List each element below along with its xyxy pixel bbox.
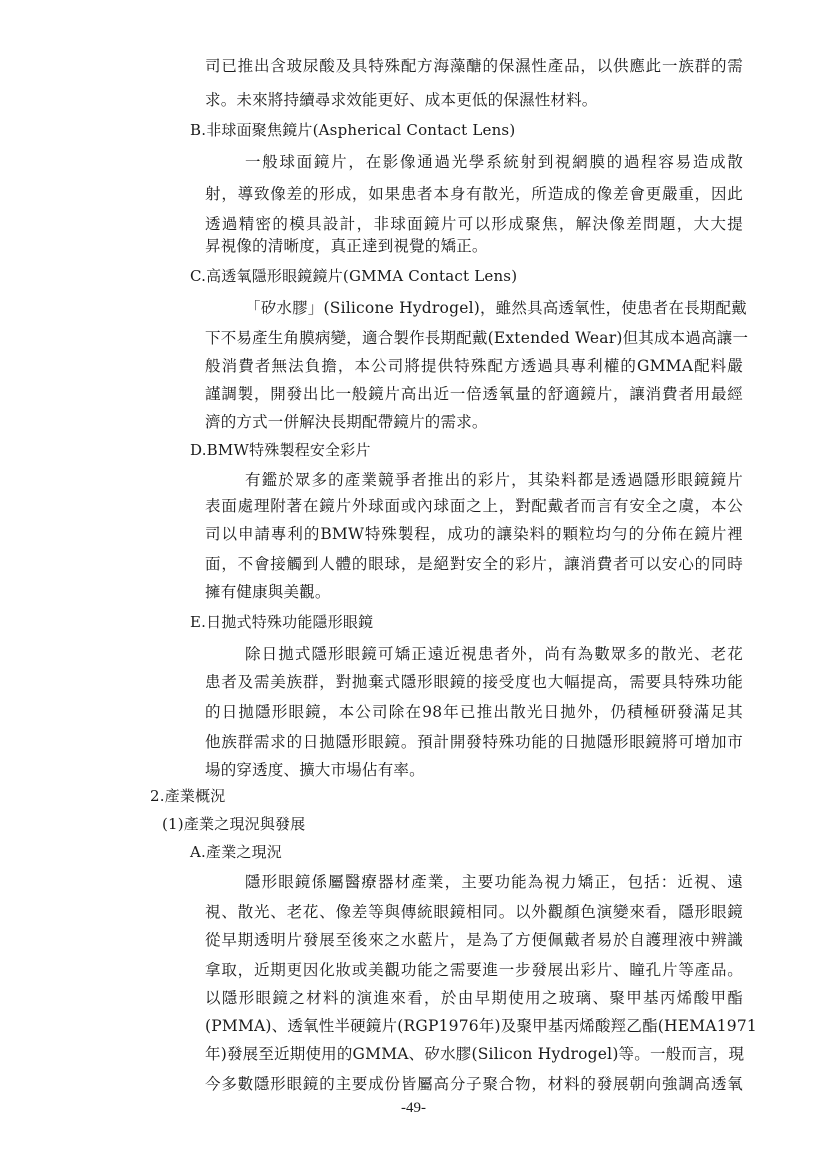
paragraph-line: 年)發展至近期使用的GMMA、矽水膠(Silicon Hydrogel)等。一般而言，現	[205, 1045, 745, 1063]
paragraph-line: 面，不會接觸到人體的眼球，是絕對安全的彩片，讓消費者可以安心的同時	[205, 555, 743, 573]
paragraph-line: 擁有健康與美觀。	[205, 583, 331, 601]
paragraph-line: 有鑑於眾多的產業競爭者推出的彩片，其染料都是透過隱形眼鏡鏡片	[245, 471, 743, 489]
paragraph-line: 般消費者無法負擔，本公司將提供特殊配方透過具專利權的GMMA配料嚴	[205, 357, 743, 375]
paragraph-line: (PMMA)、透氧性半硬鏡片(RGP1976年)及聚甲基丙烯酸羥乙酯(HEMA1971	[205, 1017, 757, 1035]
section-heading: C.高透氧隱形眼鏡鏡片(GMMA Contact Lens)	[190, 267, 518, 285]
paragraph-line: 除日拋式隱形眼鏡可矯正遠近視患者外，尚有為數眾多的散光、老花	[245, 645, 743, 663]
paragraph-line: 透過精密的模具設計，非球面鏡片可以形成聚焦，解決像差問題，大大提	[205, 215, 743, 233]
paragraph-line: 以隱形眼鏡之材料的演進來看，於由早期使用之玻璃、聚甲基丙烯酸甲酯	[205, 989, 743, 1007]
section-heading: 2.產業概況	[150, 787, 226, 805]
paragraph-line: 昇視像的清晰度，真正達到視覺的矯正。	[205, 237, 488, 255]
paragraph-line: 射，導致像差的形成，如果患者本身有散光，所造成的像差會更嚴重，因此	[205, 185, 743, 203]
section-heading: E.日拋式特殊功能隱形眼鏡	[190, 613, 374, 631]
paragraph-line: 司以申請專利的BMW特殊製程，成功的讓染料的顆粒均勻的分佈在鏡片裡	[205, 525, 743, 543]
section-heading: D.BMW特殊製程安全彩片	[190, 441, 371, 459]
paragraph-line: 他族群需求的日拋隱形眼鏡。預計開發特殊功能的日拋隱形眼鏡將可增加市	[205, 733, 743, 751]
subsection-heading: A.產業之現況	[190, 843, 283, 861]
paragraph-line: 濟的方式一併解決長期配帶鏡片的需求。	[205, 413, 488, 431]
paragraph-line: 視、散光、老花、像差等與傳統眼鏡相同。以外觀顏色演變來看，隱形眼鏡	[205, 903, 743, 921]
paragraph-line: 隱形眼鏡係屬醫療器材產業，主要功能為視力矯正，包括：近視、遠	[245, 873, 743, 891]
paragraph-line: 患者及需美族群，對拋棄式隱形眼鏡的接受度也大幅提高，需要具特殊功能	[205, 673, 743, 691]
paragraph-line: 司已推出含玻尿酸及具特殊配方海藻醣的保濕性產品，以供應此一族群的需	[205, 57, 743, 75]
paragraph-line: 的日拋隱形眼鏡，本公司除在98年已推出散光日拋外，仍積極研發滿足其	[205, 703, 743, 721]
paragraph-line: 下不易產生角膜病變，適合製作長期配戴(Extended Wear)但其成本過高讓一	[205, 329, 749, 347]
paragraph-line: 拿取，近期更因化妝或美觀功能之需要進一步發展出彩片、瞳孔片等產品。	[205, 961, 743, 979]
page-number: -49-	[401, 1100, 426, 1116]
paragraph-line: 「矽水膠」(Silicone Hydrogel)，雖然具高透氧性，使患者在長期配戴	[245, 299, 747, 317]
subsection-heading: (1)產業之現況與發展	[162, 815, 306, 833]
paragraph-line: 從早期透明片發展至後來之水藍片，是為了方便佩戴者易於自護理液中辨識	[205, 931, 743, 949]
paragraph-line: 表面處理附著在鏡片外球面或內球面之上，對配戴者而言有安全之虞，本公	[205, 497, 743, 515]
paragraph-line: 場的穿透度、擴大市場佔有率。	[205, 761, 425, 779]
paragraph-line: 一般球面鏡片，在影像通過光學系統射到視網膜的過程容易造成散	[245, 153, 743, 171]
section-heading: B.非球面聚焦鏡片(Aspherical Contact Lens)	[190, 121, 516, 139]
paragraph-line: 今多數隱形眼鏡的主要成份皆屬高分子聚合物，材料的發展朝向強調高透氧	[205, 1075, 743, 1093]
paragraph-line: 求。未來將持續尋求效能更好、成本更低的保濕性材料。	[205, 91, 598, 109]
paragraph-line: 謹調製，開發出比一般鏡片高出近一倍透氧量的舒適鏡片，讓消費者用最經	[205, 385, 743, 403]
